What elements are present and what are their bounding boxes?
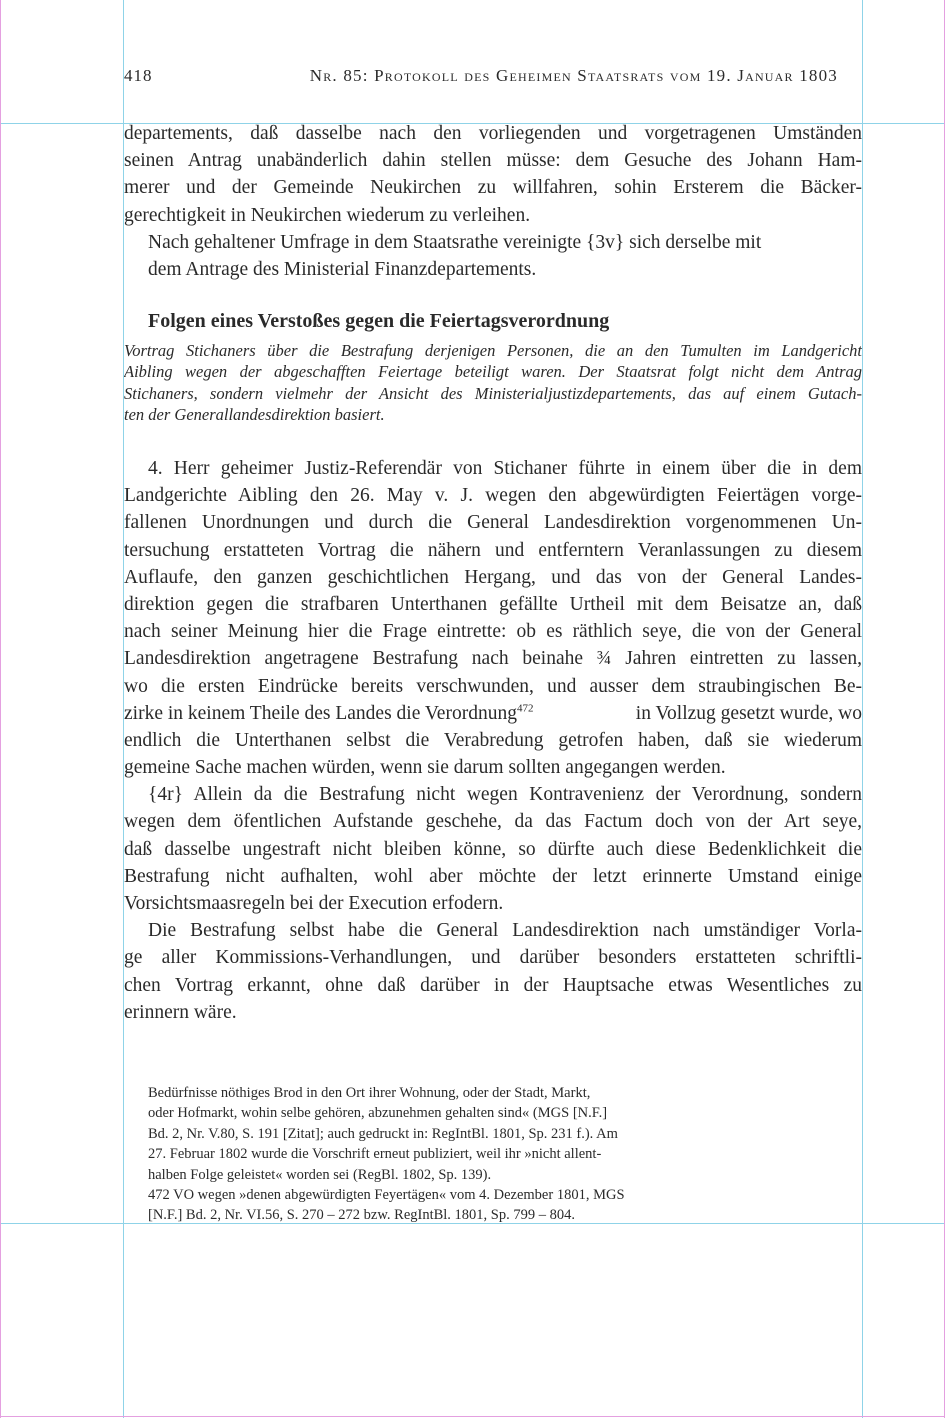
indented-paragraph [124,229,862,283]
text-line: gerechtigkeit in Neukirchen wiederum zu verleihen. [124,204,531,226]
footnotes [148,1083,708,1226]
section-heading: Folgen eines Verstoßes gegen die Feiertagsverordnung [148,310,610,332]
footnote-line: Bd. 2, Nr. V.80, S. 191 [Zitat]; auch gedruckt in: RegIntBl. 1801, Sp. 231 f.). Am [148,1125,618,1142]
section-summary [124,340,862,426]
text-line: chen Vortrag erkannt, ohne daß darüber in der Hauptsache etwas Wesentliches zu [124,974,862,996]
text-line-part: zirke in keinem Theile des Landes die Verordnung$^{472}$ [124,702,534,724]
text-line: Nach gehaltener Umfrage in dem Staatsrathe vereinigte {3v} sich derselbe mit [148,231,762,253]
footnote-line: Bedürfnisse nöthiges Brod in den Ort ihrer Wohnung, oder der Stadt, Markt, [148,1085,591,1101]
text-line: fallenen Unordnungen und durch die General Landesdirektion vorgenommenen Un- [124,512,862,534]
text-line: erinnern wäre. [124,1001,237,1023]
text-line: departements, daß dasselbe nach den vorliegenden und vorgetragenen Umständen [124,123,862,144]
text-line: Landgerichte Aibling den 26. May v. J. wegen den abgewürdigten Feiertägen vorge- [124,485,862,507]
running-header [124,66,862,90]
text-line: tersuchung erstatteten Vortrag die nähern und entferntern Veranlassungen zu diesem [124,539,862,561]
summary-line: ten der Generallandesdirektion basiert. [124,405,385,425]
text-line: direktion gegen die strafbaren Unterthanen gefällte Urtheil mit dem Beisatze an, daß [124,593,862,615]
paragraph-block-1 [124,120,862,283]
page-number: 418 [124,66,153,85]
text-line: ge aller Kommissions-Verhandlungen, und darüber besonders erstatteten schriftli- [124,947,862,969]
text-line: {4r} Allein da die Bestrafung nicht wegen Kontravenienz der Verordnung, sondern [148,784,862,806]
text-line: Auflaufe, den ganzen geschichtlichen Hergang, und das von der General Landes- [124,566,862,588]
text-line: wo die ersten Eindrücke bereits verschwunden, und ausser dem straubingischen Be- [124,675,862,697]
guide-right-margin [862,0,863,1418]
footnote-line: halben Folge geleistet« worden sei (RegBl. 1802, Sp. 139). [148,1166,492,1183]
text-line: Bestrafung nicht aufhalten, wohl aber möchte der letzt erinnerte Umstand einige [124,865,862,887]
footnote-line: [N.F.] Bd. 2, Nr. VI.56, S. 270 – 272 bzw. RegIntBl. 1801, Sp. 799 – 804. [148,1207,575,1224]
text-line: seinen Antrag unabänderlich dahin stellen müsse: dem Gesuche des Johann Ham- [124,150,862,172]
footnote-ref: 472 [516,702,534,715]
text-line: endlich die Unterthanen selbst die Verabredung getrofen haben, daß sie wiederum [124,729,862,751]
running-title: Nr. 85: Protokoll des Geheimen Staatsrats vom 19. Januar 1803 [309,66,838,85]
text-line-part: in Vollzug gesetzt wurde, wo [635,702,862,724]
text-line: wegen dem öfentlichen Aufstande geschehe, da das Factum doch von der Art seye, [124,811,862,833]
text-line: merer und der Gemeinde Neukirchen zu willfahren, sohin Ersterem die Bäcker- [124,177,862,199]
summary-line: Vortrag Stichaners über die Bestrafung derjenigen Personen, die an den Tumulten im Landgericht [124,341,862,360]
summary-line: Aibling wegen der abgeschafften Feiertage beteiligt waren. Der Staatsrat folgt nicht dem Antrag [124,362,862,382]
text-line: Die Bestrafung selbst habe die General Landesdirektion nach umständiger Vorla- [148,920,862,942]
text-line: gemeine Sache machen würden, wenn sie darum sollten angegangen werden. [124,757,726,779]
summary-line: Stichaners, sondern vielmehr der Ansicht des Ministerialjustizdepartements, das auf einem Gutach- [124,383,862,403]
guide-page-bottom [0,1416,945,1417]
text-line: nach seiner Meinung hier die Frage eintrette: ob es räthlich seye, die von der General [124,621,862,643]
guide-page-left [0,0,1,1418]
paragraph-block-2 [124,455,862,1026]
text-line: Landesdirektion angetragene Bestrafung nach beinahe ¾ Jahren eintretten zu lassen, [124,648,862,670]
footnote-472: 472 VO wegen »denen abgewürdigten Feyertägen« vom 4. Dezember 1801, MGS [148,1186,625,1203]
text-line: dem Antrage des Ministerial Finanzdepartements. [148,258,537,280]
footnote-line: 27. Februar 1802 wurde die Vorschrift erneut publiziert, weil ihr »nicht allent- [148,1146,602,1163]
text-line: Vorsichtsmaasregeln bei der Execution erfodern. [124,893,504,914]
footnote-line: oder Hofmarkt, wohin selbe gehören, abzunehmen gehalten sind« (MGS [N.F.] [148,1105,608,1122]
text-line: 4. Herr geheimer Justiz-Referendär von Stichaner führte in einem über die in dem [148,458,862,479]
text-line: daß dasselbe ungestraft nicht bleiben könne, so dürfte auch diese Bedenklichkeit die [124,838,862,860]
text-line-with-footnote [124,700,862,727]
